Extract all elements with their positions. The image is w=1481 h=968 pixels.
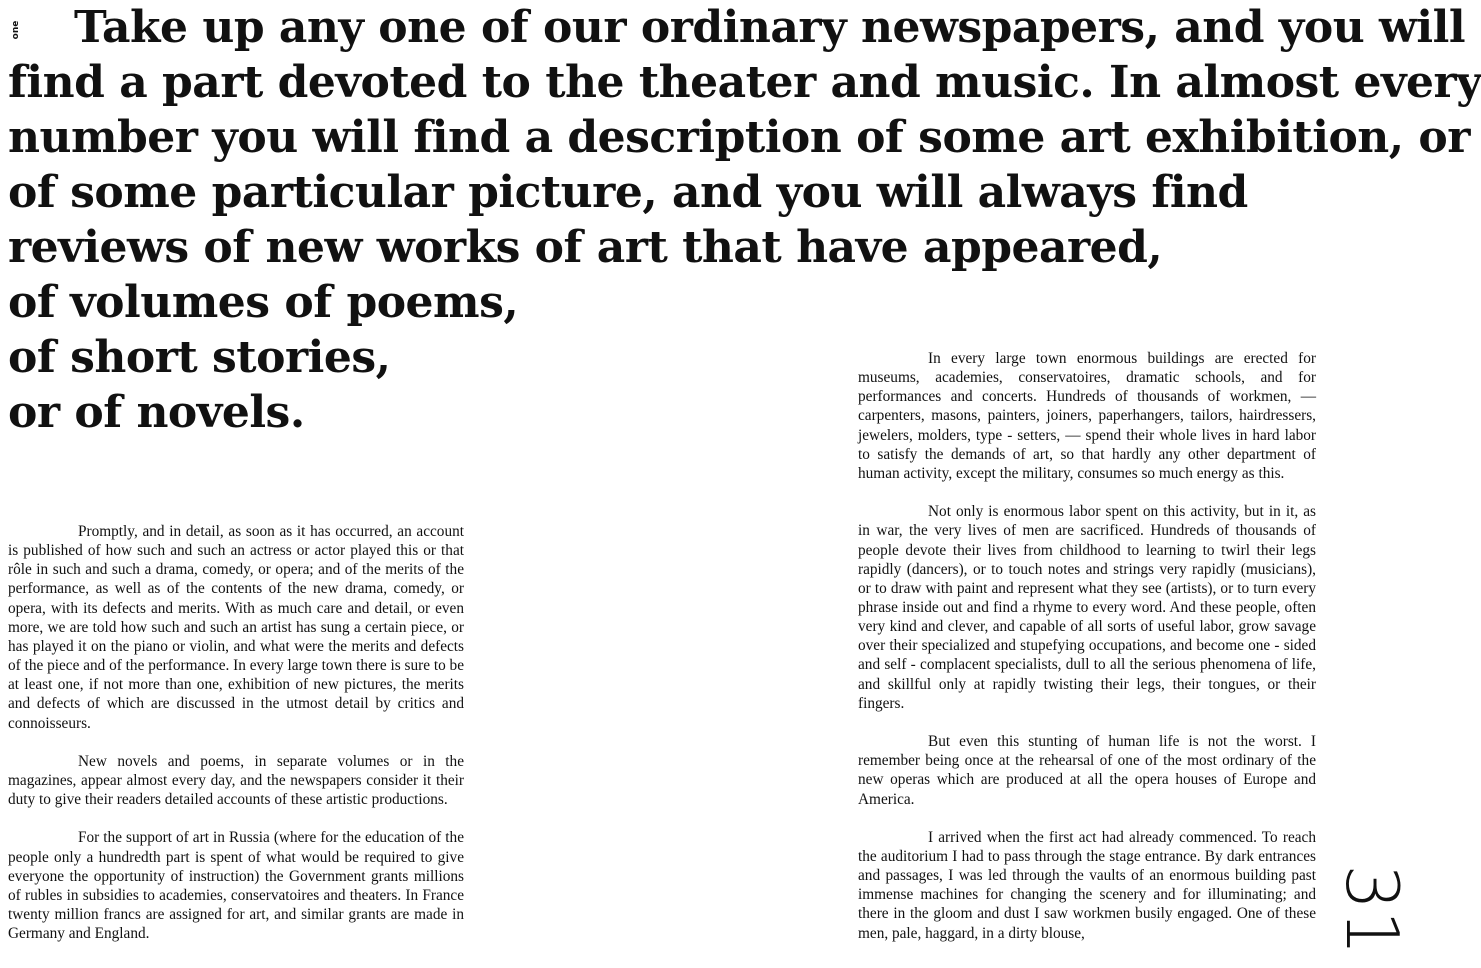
headline-line: find a part devoted to the theater and music. In almost every [8,57,1481,108]
headline-line: of short stories, [8,332,391,383]
headline-line: or of novels. [8,387,305,438]
body-paragraph: For the support of art in Russia (where for the education of the people only a hundredth part is spent of what would be required to give everyone the opportunity of instruction) the Government grants millions of rubles in subsidies to academies, conservatoires and theaters. In France twenty million francs are assigned for art, and similar grants are made in Germany and England. [8,829,464,943]
body-paragraph: New novels and poems, in separate volumes or in the magazines, appear almost every day, and the newspapers consider it their duty to give their readers detailed accounts of these artistic productions. [8,752,464,809]
headline-line: Take up any one of our ordinary newspapers, and you will [74,2,1466,53]
headline-line: of volumes of poems, [8,277,519,328]
body-paragraph: I arrived when the first act had already commenced. To reach the auditorium I had to pass through the stage entrance. By dark entrances and passages, I was led through the vaults of an enormous building past immense machines for changing the scenery and for illuminating; and there in the gloom and dust I saw workmen busily engaged. One of these men, pale, haggard, in a dirty blouse, [858,828,1316,942]
headline-line: reviews of new works of art that have appeared, [8,222,1163,273]
page-number-text: 31 [1329,864,1414,956]
body-paragraph: But even this stunting of human life is not the worst. I remember being once at the rehearsal of one of the most ordinary of the new operas which are produced at all the opera houses of Europe and America. [858,733,1316,808]
section-label: one [11,20,21,40]
body-paragraph: Promptly, and in detail, as soon as it has occurred, an account is published of how such and such an actress or actor played this or that rôle in such and such a drama, comedy, or opera; and of the merits of the performance, as well as of the contents of the new drama, comedy, or opera, with its defects and merits. With as much care and detail, or even more, we are told how such and such an artist has sung a certain piece, or has played it on the piano or violin, and what were the merits and defects of the piece and of the performance. In every large town there is sure to be at least one, if not more than one, exhibition of new pictures, the merits and defects of which are discussed in the utmost detail by critics and connoisseurs. [8,523,464,732]
page-number [1320,864,1414,968]
body-paragraph: In every large town enormous buildings are erected for museums, academies, conservatoires, dramatic schools, and for performances and concerts. Hundreds of thousands of workmen, — carpenters, masons, painters, joiners, paperhangers, tailors, hairdressers, jewelers, molders, type - setters, — spend their whole lives in hard labor to satisfy the demands of art, so that hardly any other department of human activity, except the military, consumes so much energy as this. [858,350,1316,482]
body-paragraph: Not only is enormous labor spent on this activity, but in it, as in war, the very lives of men are sacrificed. Hundreds of thousands of people devote their lives from childhood to learning to twirl their legs rapidly (dancers), or to touch notes and strings very rapidly (musicians), or to draw with paint and represent what they see (artists), or to turn every phrase inside out and find a rhyme to every word. And these people, often very kind and clever, and capable of all sorts of useful labor, grow savage over their specialized and stupefying occupations, and become one - sided and self - complacent specialists, dull to all the serious phenomena of life, and skillful only at rapidly twisting their legs, their tongues, or their fingers. [858,503,1316,712]
headline-line: of some particular picture, and you will always find [8,167,1248,218]
right-column [858,349,1316,962]
headline-line: number you will find a description of some art exhibition, or [8,112,1470,163]
left-column [8,522,464,963]
